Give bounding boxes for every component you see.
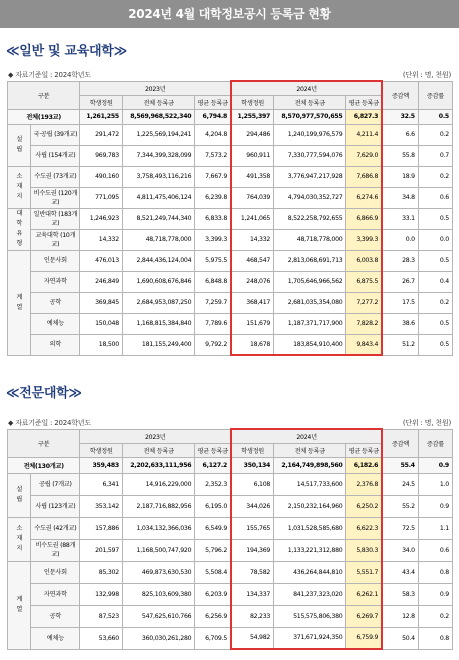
cell-change: 51.2 xyxy=(382,334,418,355)
cell-change: 0.0 xyxy=(382,229,418,250)
cell-total-fee-2024: 371,671,924,350 xyxy=(274,627,346,649)
cell-avg-fee-2023: 6,239.8 xyxy=(195,187,231,208)
cell-students-2024: 134,337 xyxy=(231,583,274,605)
header-rate: 증감률 xyxy=(418,429,452,457)
cell-avg-fee-2023: 6,256.9 xyxy=(195,605,231,627)
cell-rate: 0.2 xyxy=(418,166,452,187)
header-total-fee-2023: 전체 등록금 xyxy=(122,443,194,457)
cell-avg-fee-2023: 5,508.4 xyxy=(195,561,231,583)
cell-avg-fee-2023: 6,833.8 xyxy=(195,208,231,229)
row-label: 일반대학 (183개교) xyxy=(31,208,80,229)
header-avg-fee-2024: 평균 등록금 xyxy=(346,443,382,457)
row-label-total: 전체(193교) xyxy=(8,109,80,124)
cell-change: 6.6 xyxy=(382,124,418,145)
group-label xyxy=(8,473,31,517)
header-students-2023: 학생정원 xyxy=(80,443,123,457)
header-students-2024: 학생정원 xyxy=(231,95,274,109)
cell-avg-fee-2023: 7,667.9 xyxy=(195,166,231,187)
cell-rate: 0.9 xyxy=(418,457,452,473)
cell-change: 24.5 xyxy=(382,473,418,495)
cell-total-fee-2024: 515,575,806,380 xyxy=(274,605,346,627)
cell-change: 12.8 xyxy=(382,605,418,627)
header-avg-fee-2023: 평균 등록금 xyxy=(195,95,231,109)
cell-total-fee-2024: 841,237,323,020 xyxy=(274,583,346,605)
cell-total-fee-2024: 2,813,068,691,713 xyxy=(274,250,346,271)
cell-students-2023: 157,886 xyxy=(80,517,123,539)
cell-students-2023: 369,845 xyxy=(80,292,123,313)
cell-total-fee-2024: 1,133,221,312,880 xyxy=(274,539,346,561)
row-label: 인문사회 xyxy=(31,250,80,271)
cell-total-fee-2024: 8,570,977,570,655 xyxy=(274,109,346,124)
cell-total-fee-2024: 1,031,528,585,680 xyxy=(274,517,346,539)
cell-rate: 0.9 xyxy=(418,583,452,605)
cell-students-2023: 150,048 xyxy=(80,313,123,334)
row-label: 수도권 (42개교) xyxy=(31,517,80,539)
cell-avg-fee-2024: 6,274.6 xyxy=(346,187,382,208)
cell-avg-fee-2024: 6,827.3 xyxy=(346,109,382,124)
cell-change: 34.8 xyxy=(382,187,418,208)
row-label: 수도권 (73개교) xyxy=(31,166,80,187)
cell-rate: 0.2 xyxy=(418,292,452,313)
cell-students-2023: 1,246,923 xyxy=(80,208,123,229)
group-label-text: 설립 xyxy=(16,486,23,503)
cell-total-fee-2023: 825,103,609,380 xyxy=(122,583,194,605)
cell-avg-fee-2023: 6,195.0 xyxy=(195,495,231,517)
cell-students-2023: 246,849 xyxy=(80,271,123,292)
cell-avg-fee-2024: 7,629.0 xyxy=(346,145,382,166)
cell-avg-fee-2024: 7,828.2 xyxy=(346,313,382,334)
cell-rate: 1.1 xyxy=(418,517,452,539)
table-row xyxy=(8,208,453,229)
cell-total-fee-2024: 48,718,778,000 xyxy=(274,229,346,250)
cell-avg-fee-2024: 3,399.3 xyxy=(346,229,382,250)
cell-total-fee-2023: 360,030,261,280 xyxy=(122,627,194,649)
cell-students-2024: 350,134 xyxy=(231,457,274,473)
table-row xyxy=(8,313,453,334)
cell-avg-fee-2023: 7,789.6 xyxy=(195,313,231,334)
cell-total-fee-2023: 2,844,436,124,004 xyxy=(122,250,194,271)
cell-total-fee-2023: 181,155,249,400 xyxy=(122,334,194,355)
group-label-text: 대학유형 xyxy=(16,210,23,247)
cell-rate: 0.5 xyxy=(418,334,452,355)
table-row xyxy=(8,250,453,271)
cell-rate: 0.2 xyxy=(418,605,452,627)
cell-change: 38.6 xyxy=(382,313,418,334)
tuition-table-general xyxy=(7,80,453,356)
row-label: 국·공립 (39개교) xyxy=(31,124,80,145)
cell-total-fee-2024: 183,854,910,400 xyxy=(274,334,346,355)
header-year-2023: 2023년 xyxy=(80,429,231,443)
cell-students-2024: 151,679 xyxy=(231,313,274,334)
source-note-college: ◆ 자료기준일 : 2024학년도 xyxy=(8,419,91,427)
cell-avg-fee-2024: 5,830.3 xyxy=(346,539,382,561)
table-row xyxy=(8,539,453,561)
cell-students-2024: 294,486 xyxy=(231,124,274,145)
cell-total-fee-2024: 8,522,258,792,655 xyxy=(274,208,346,229)
cell-students-2023: 490,160 xyxy=(80,166,123,187)
group-label-text: 계열 xyxy=(16,596,23,613)
cell-change: 17.5 xyxy=(382,292,418,313)
cell-avg-fee-2024: 6,875.5 xyxy=(346,271,382,292)
cell-students-2024: 764,039 xyxy=(231,187,274,208)
cell-avg-fee-2024: 6,622.3 xyxy=(346,517,382,539)
cell-rate: 0.8 xyxy=(418,627,452,649)
row-label: 자연과학 xyxy=(31,583,80,605)
cell-total-fee-2024: 2,681,035,354,080 xyxy=(274,292,346,313)
cell-avg-fee-2024: 9,843.4 xyxy=(346,334,382,355)
cell-total-fee-2024: 7,330,777,594,076 xyxy=(274,145,346,166)
row-label: 자연과학 xyxy=(31,271,80,292)
cell-total-fee-2023: 14,916,229,000 xyxy=(122,473,194,495)
cell-students-2023: 359,483 xyxy=(80,457,123,473)
section-title-general: ≪일반 및 교육대학≫ xyxy=(6,44,127,59)
cell-students-2023: 18,500 xyxy=(80,334,123,355)
row-label: 사립 (154개교) xyxy=(31,145,80,166)
cell-total-fee-2023: 1,690,608,676,846 xyxy=(122,271,194,292)
cell-students-2024: 54,982 xyxy=(231,627,274,649)
cell-total-fee-2024: 436,264,844,810 xyxy=(274,561,346,583)
cell-avg-fee-2023: 6,127.2 xyxy=(195,457,231,473)
header-total-fee-2023: 전체 등록금 xyxy=(122,95,194,109)
table-row xyxy=(8,605,453,627)
cell-total-fee-2023: 3,758,493,116,216 xyxy=(122,166,194,187)
cell-rate: 0.5 xyxy=(418,208,452,229)
row-label: 교육대학 (10개교) xyxy=(31,229,80,250)
cell-avg-fee-2023: 5,796.2 xyxy=(195,539,231,561)
cell-change: 72.5 xyxy=(382,517,418,539)
header-year-2024: 2024년 xyxy=(231,429,382,443)
row-label: 인문사회 xyxy=(31,561,80,583)
cell-rate: 0.7 xyxy=(418,145,452,166)
cell-avg-fee-2024: 6,866.9 xyxy=(346,208,382,229)
cell-change: 34.0 xyxy=(382,539,418,561)
cell-avg-fee-2024: 6,262.1 xyxy=(346,583,382,605)
cell-change: 26.7 xyxy=(382,271,418,292)
cell-avg-fee-2024: 7,686.8 xyxy=(346,166,382,187)
cell-total-fee-2023: 8,569,968,522,340 xyxy=(122,109,194,124)
cell-rate: 0.8 xyxy=(418,561,452,583)
unit-note-college: (단위 : 명, 천원) xyxy=(402,419,451,427)
cell-avg-fee-2024: 6,182.6 xyxy=(346,457,382,473)
cell-avg-fee-2024: 5,551.7 xyxy=(346,561,382,583)
cell-students-2024: 344,026 xyxy=(231,495,274,517)
table-row xyxy=(8,473,453,495)
cell-total-fee-2023: 1,168,815,384,840 xyxy=(122,313,194,334)
header-change: 증감액 xyxy=(382,81,418,109)
cell-students-2024: 18,678 xyxy=(231,334,274,355)
page-banner: 2024년 4월 대학정보공시 등록금 현황 xyxy=(0,0,459,28)
cell-total-fee-2023: 48,718,778,000 xyxy=(122,229,194,250)
cell-avg-fee-2024: 2,376.8 xyxy=(346,473,382,495)
cell-rate: 0.6 xyxy=(418,539,452,561)
cell-avg-fee-2023: 6,794.8 xyxy=(195,109,231,124)
cell-students-2024: 14,332 xyxy=(231,229,274,250)
table-row xyxy=(8,187,453,208)
cell-total-fee-2023: 8,521,249,744,340 xyxy=(122,208,194,229)
row-label: 의학 xyxy=(31,334,80,355)
cell-students-2023: 969,783 xyxy=(80,145,123,166)
cell-change: 55.4 xyxy=(382,457,418,473)
row-label-total: 전체(130개교) xyxy=(8,457,80,473)
cell-total-fee-2024: 14,517,733,600 xyxy=(274,473,346,495)
cell-change: 32.5 xyxy=(382,109,418,124)
cell-avg-fee-2023: 4,204.8 xyxy=(195,124,231,145)
cell-rate: 0.5 xyxy=(418,313,452,334)
header-year-2024: 2024년 xyxy=(231,81,382,95)
unit-note-general: (단위 : 명, 천원) xyxy=(402,71,451,79)
cell-total-fee-2024: 4,794,030,352,727 xyxy=(274,187,346,208)
cell-change: 50.4 xyxy=(382,627,418,649)
cell-students-2024: 960,911 xyxy=(231,145,274,166)
source-note-general: ◆ 자료기준일 : 2024학년도 xyxy=(8,71,91,79)
cell-rate: 0.6 xyxy=(418,187,452,208)
cell-students-2023: 201,597 xyxy=(80,539,123,561)
table-row-total xyxy=(8,457,453,473)
cell-students-2023: 771,095 xyxy=(80,187,123,208)
cell-students-2024: 82,233 xyxy=(231,605,274,627)
cell-students-2024: 6,108 xyxy=(231,473,274,495)
cell-avg-fee-2023: 6,709.5 xyxy=(195,627,231,649)
cell-students-2024: 468,547 xyxy=(231,250,274,271)
header-change: 증감액 xyxy=(382,429,418,457)
table-row xyxy=(8,495,453,517)
cell-students-2024: 1,241,065 xyxy=(231,208,274,229)
cell-avg-fee-2024: 6,003.8 xyxy=(346,250,382,271)
cell-total-fee-2023: 2,187,716,882,956 xyxy=(122,495,194,517)
cell-total-fee-2023: 4,811,475,406,124 xyxy=(122,187,194,208)
cell-students-2024: 248,076 xyxy=(231,271,274,292)
cell-total-fee-2023: 2,202,633,111,956 xyxy=(122,457,194,473)
cell-rate: 0.5 xyxy=(418,109,452,124)
row-label: 예체능 xyxy=(31,627,80,649)
cell-total-fee-2023: 1,034,132,366,036 xyxy=(122,517,194,539)
table-row xyxy=(8,627,453,649)
cell-rate: 0.5 xyxy=(418,250,452,271)
cell-avg-fee-2024: 4,211.4 xyxy=(346,124,382,145)
cell-total-fee-2024: 2,150,232,164,960 xyxy=(274,495,346,517)
cell-avg-fee-2023: 3,399.3 xyxy=(195,229,231,250)
table-row xyxy=(8,292,453,313)
header-division: 구분 xyxy=(8,81,80,109)
header-total-fee-2024: 전체 등록금 xyxy=(274,95,346,109)
group-label xyxy=(8,208,31,250)
group-label-text: 소재지 xyxy=(16,173,23,200)
cell-change: 18.9 xyxy=(382,166,418,187)
cell-total-fee-2023: 7,344,399,328,099 xyxy=(122,145,194,166)
cell-total-fee-2023: 547,625,610,766 xyxy=(122,605,194,627)
cell-total-fee-2023: 2,684,953,087,250 xyxy=(122,292,194,313)
cell-students-2024: 368,417 xyxy=(231,292,274,313)
row-label: 예체능 xyxy=(31,313,80,334)
cell-avg-fee-2024: 6,269.7 xyxy=(346,605,382,627)
header-division: 구분 xyxy=(8,429,80,457)
section-title-college: ≪전문대학≫ xyxy=(6,386,82,401)
cell-avg-fee-2023: 6,549.9 xyxy=(195,517,231,539)
header-year-2023: 2023년 xyxy=(80,81,231,95)
cell-students-2023: 476,013 xyxy=(80,250,123,271)
cell-avg-fee-2023: 6,848.8 xyxy=(195,271,231,292)
cell-avg-fee-2024: 6,759.9 xyxy=(346,627,382,649)
header-avg-fee-2024: 평균 등록금 xyxy=(346,95,382,109)
group-label xyxy=(8,250,31,355)
row-label: 사립 (123개교) xyxy=(31,495,80,517)
cell-students-2023: 85,302 xyxy=(80,561,123,583)
cell-avg-fee-2023: 7,259.7 xyxy=(195,292,231,313)
table-row xyxy=(8,517,453,539)
cell-avg-fee-2023: 2,352.3 xyxy=(195,473,231,495)
cell-total-fee-2024: 3,776,947,217,928 xyxy=(274,166,346,187)
row-label: 비수도권 (120개교) xyxy=(31,187,80,208)
row-label: 공학 xyxy=(31,292,80,313)
cell-students-2023: 87,523 xyxy=(80,605,123,627)
table-row xyxy=(8,124,453,145)
cell-avg-fee-2024: 7,277.2 xyxy=(346,292,382,313)
cell-students-2024: 78,582 xyxy=(231,561,274,583)
table-row-total xyxy=(8,109,453,124)
header-avg-fee-2023: 평균 등록금 xyxy=(195,443,231,457)
group-label xyxy=(8,124,31,166)
cell-total-fee-2024: 1,240,199,976,579 xyxy=(274,124,346,145)
cell-students-2023: 6,341 xyxy=(80,473,123,495)
group-label xyxy=(8,561,31,649)
header-rate: 증감률 xyxy=(418,81,452,109)
table-row xyxy=(8,561,453,583)
cell-rate: 0.4 xyxy=(418,271,452,292)
cell-total-fee-2024: 1,187,371,717,900 xyxy=(274,313,346,334)
cell-students-2024: 194,369 xyxy=(231,539,274,561)
tuition-table-college xyxy=(7,428,453,650)
table-row xyxy=(8,229,453,250)
cell-students-2023: 291,472 xyxy=(80,124,123,145)
cell-total-fee-2023: 1,168,500,747,920 xyxy=(122,539,194,561)
table-row xyxy=(8,334,453,355)
header-students-2024: 학생정원 xyxy=(231,443,274,457)
cell-change: 55.8 xyxy=(382,145,418,166)
group-label-text: 소재지 xyxy=(16,525,23,552)
cell-total-fee-2024: 1,705,646,966,562 xyxy=(274,271,346,292)
cell-avg-fee-2023: 6,203.9 xyxy=(195,583,231,605)
cell-avg-fee-2023: 7,573.2 xyxy=(195,145,231,166)
cell-change: 28.3 xyxy=(382,250,418,271)
cell-students-2023: 132,998 xyxy=(80,583,123,605)
group-label xyxy=(8,166,31,208)
table-row xyxy=(8,583,453,605)
group-label xyxy=(8,517,31,561)
cell-change: 43.4 xyxy=(382,561,418,583)
cell-change: 33.1 xyxy=(382,208,418,229)
table-row xyxy=(8,166,453,187)
cell-students-2023: 14,332 xyxy=(80,229,123,250)
cell-avg-fee-2024: 6,250.2 xyxy=(346,495,382,517)
cell-students-2024: 491,358 xyxy=(231,166,274,187)
cell-rate: 0.2 xyxy=(418,124,452,145)
header-total-fee-2024: 전체 등록금 xyxy=(274,443,346,457)
cell-change: 58.3 xyxy=(382,583,418,605)
header-students-2023: 학생정원 xyxy=(80,95,123,109)
cell-avg-fee-2023: 5,975.5 xyxy=(195,250,231,271)
cell-total-fee-2023: 469,873,630,530 xyxy=(122,561,194,583)
row-label: 비수도권 (88개교) xyxy=(31,539,80,561)
row-label: 공학 xyxy=(31,605,80,627)
cell-total-fee-2024: 2,164,749,898,560 xyxy=(274,457,346,473)
cell-students-2024: 1,255,397 xyxy=(231,109,274,124)
cell-change: 55.2 xyxy=(382,495,418,517)
group-label-text: 설립 xyxy=(16,136,23,153)
row-label: 공립 (7개교) xyxy=(31,473,80,495)
cell-students-2024: 155,765 xyxy=(231,517,274,539)
cell-rate: 1.0 xyxy=(418,473,452,495)
group-label-text: 계열 xyxy=(16,293,23,311)
cell-rate: 0.0 xyxy=(418,229,452,250)
table-row xyxy=(8,271,453,292)
cell-rate: 0.9 xyxy=(418,495,452,517)
cell-avg-fee-2023: 9,792.2 xyxy=(195,334,231,355)
cell-students-2023: 1,261,255 xyxy=(80,109,123,124)
cell-students-2023: 353,142 xyxy=(80,495,123,517)
cell-students-2023: 53,660 xyxy=(80,627,123,649)
table-row xyxy=(8,145,453,166)
cell-total-fee-2023: 1,225,569,194,241 xyxy=(122,124,194,145)
